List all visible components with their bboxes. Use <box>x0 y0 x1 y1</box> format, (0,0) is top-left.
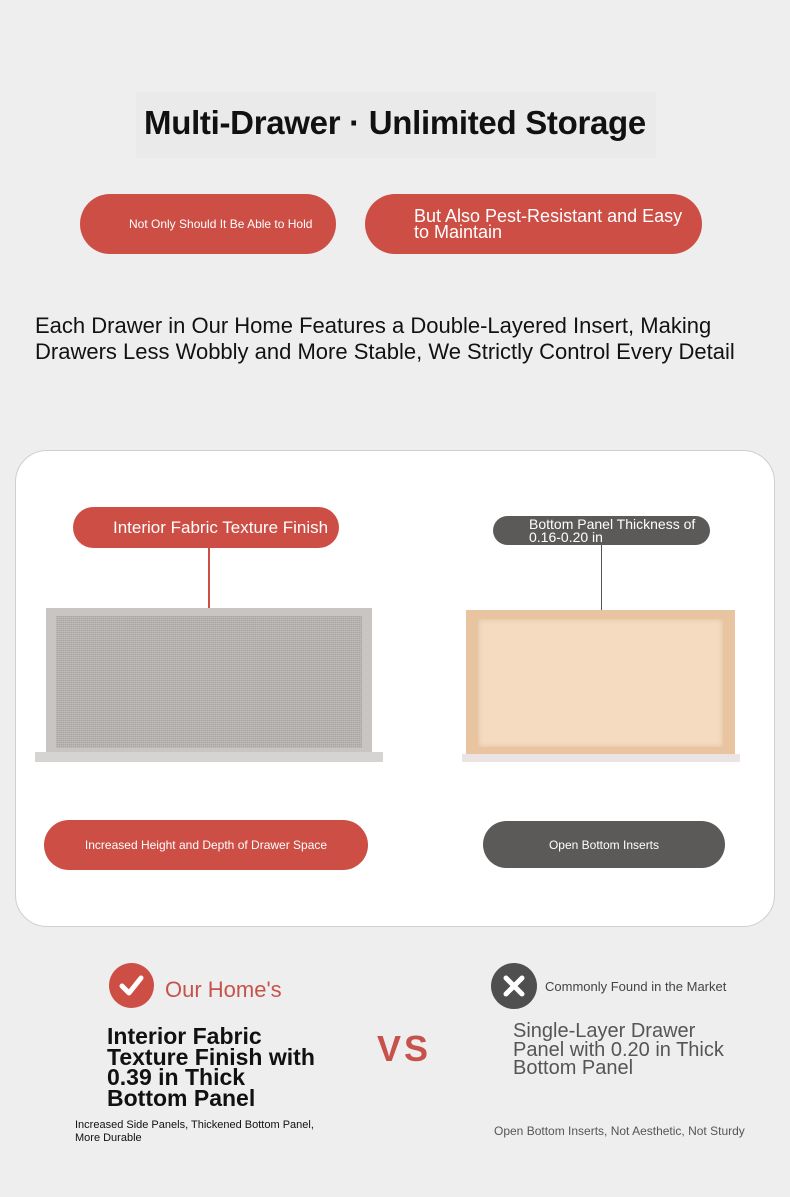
ours-feature-title: Interior Fabric Texture Finish with 0.39 in Thick Bottom Panel <box>107 1023 315 1111</box>
lead-paragraph: Each Drawer in Our Home Features a Double-Layered Insert, Making Drawers Less Wobbly and More Stable, We Strictly Control Every Detail <box>35 313 735 364</box>
x-icon <box>491 963 537 1009</box>
feature-pill-pest-resistant: But Also Pest-Resistant and Easy to Maintain <box>365 194 702 254</box>
check-mark-glyph <box>109 963 154 1008</box>
x-mark-glyph <box>491 963 537 1009</box>
wood-bottom <box>478 619 723 747</box>
market-label: Commonly Found in the Market <box>545 979 727 994</box>
open-bottom-label: Open Bottom Inserts <box>483 821 725 868</box>
bottom-thickness-tag: Bottom Panel Thickness of 0.16-0.20 in <box>493 516 710 545</box>
page-title: Multi-Drawer · Unlimited Storage <box>144 104 646 141</box>
market-feature-description: Open Bottom Inserts, Not Aesthetic, Not Sturdy <box>494 1124 745 1138</box>
feature-pill-hold: Not Only Should It Be Able to Hold <box>80 194 336 254</box>
fabric-finish-tag: Interior Fabric Texture Finish <box>73 507 339 548</box>
fabric-drawer-base <box>35 752 383 762</box>
wood-drawer-image <box>466 610 735 755</box>
wood-drawer-base <box>462 754 740 762</box>
fabric-drawer-image <box>46 608 372 758</box>
ours-label: Our Home's <box>165 977 282 1002</box>
fabric-lining <box>56 616 362 748</box>
ours-feature-description: Increased Side Panels, Thickened Bottom Panel, More Durable <box>75 1119 314 1144</box>
fabric-callout-line <box>208 548 210 608</box>
vs-text: VS <box>377 1028 432 1069</box>
market-feature-title: Single-Layer Drawer Panel with 0.20 in Thick Bottom Panel <box>513 1020 724 1079</box>
drawer-space-label: Increased Height and Depth of Drawer Space <box>44 820 368 870</box>
check-icon <box>109 963 154 1008</box>
